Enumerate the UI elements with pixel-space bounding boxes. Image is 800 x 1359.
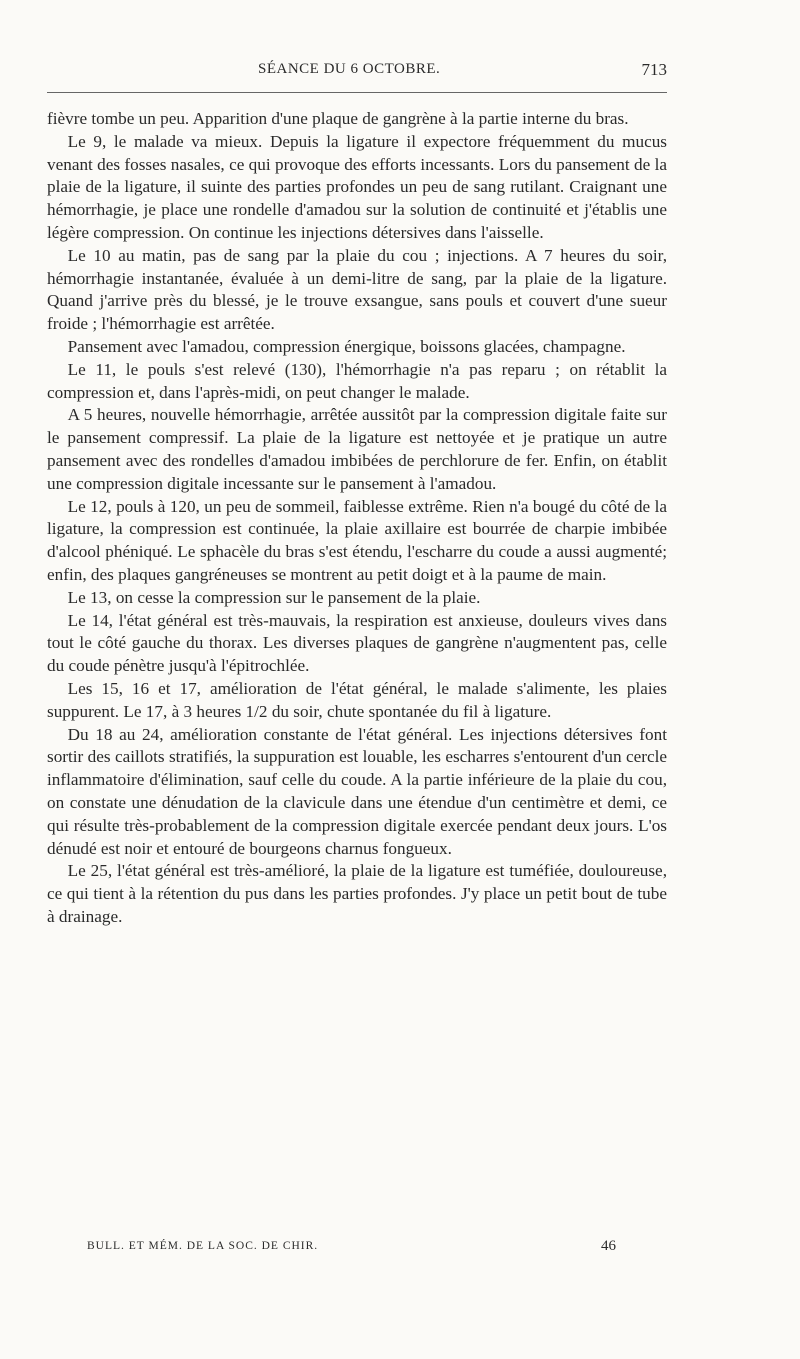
running-header <box>47 58 667 88</box>
page-footer <box>47 1240 667 1264</box>
header-title: SÉANCE DU 6 OCTOBRE. <box>258 61 441 77</box>
paragraph: Le 14, l'état général est très-mauvais, la respiration est anxieuse, douleurs vives dans tout le côté gauche du thorax. Les diverses plaques de gangrène n'augmentent pas, celle du coude pénètre jusqu'à l'épitrochlée. <box>47 610 667 676</box>
page-number: 713 <box>641 60 667 79</box>
paragraph: Pansement avec l'amadou, compression énergique, boissons glacées, champagne. <box>67 336 626 356</box>
paragraph: Le 12, pouls à 120, un peu de sommeil, faiblesse extrême. Rien n'a bougé du côté de la ligature, la compression est continuée, la plaie axillaire est bourrée de charpie imbibée d'alcool phéniqué. Le sphacèle du bras s'est étendu, l'escharre du coude a aussi augmenté; enfin, des plaques gangréneuses se montrent au petit doigt et à la paume de main. <box>47 496 667 584</box>
paragraph: Du 18 au 24, amélioration constante de l'état général. Les injections détersives font sortir des caillots stratifiés, la suppuration est louable, les escharres s'entourent d'un cercle inflammatoire d'élimination, sauf celle du coude. A la partie inférieure de la plaie du cou, on constate une dénudation de la clavicule dans une étendue d'un centimètre et demi, ce qui résulte très-probablement de la compression digitale exercée pendant deux jours. L'os dénudé est noir et entouré de bourgeons charnus fongueux. <box>47 724 667 858</box>
paragraph: Le 13, on cesse la compression sur le pansement de la plaie. <box>67 587 481 607</box>
body-text <box>47 108 667 929</box>
book-page <box>47 0 667 1359</box>
paragraph: Les 15, 16 et 17, amélioration de l'état général, le malade s'alimente, les plaies suppurent. Le 17, à 3 heures 1/2 du soir, chute spontanée du fil à ligature. <box>47 678 667 721</box>
paragraph: Le 11, le pouls s'est relevé (130), l'hémorrhagie n'a pas reparu ; on rétablit la compression et, dans l'après-midi, on peut changer le malade. <box>47 359 667 402</box>
paragraph: Le 25, l'état général est très-amélioré, la plaie de la ligature est tuméfiée, douloureuse, ce qui tient à la rétention du pus dans les parties profondes. J'y place un petit bout de tube à drainage. <box>47 861 667 926</box>
paragraph: fièvre tombe un peu. Apparition d'une plaque de gangrène à la partie interne du bras. <box>47 109 629 128</box>
footer-publication: BULL. ET MÉM. DE LA SOC. DE CHIR. <box>87 1240 319 1252</box>
paragraph: A 5 heures, nouvelle hémorrhagie, arrêtée aussitôt par la compression digitale faite sur le pansement compressif. La plaie de la ligature est nettoyée et je pratique un autre pansement avec des rondelles d'amadou imbibées de perchlorure de fer. Enfin, on établit une compression digitale incessante sur le pansement à l'amadou. <box>47 405 667 493</box>
header-rule <box>47 92 667 93</box>
signature-mark: 46 <box>601 1238 616 1254</box>
paragraph: Le 9, le malade va mieux. Depuis la ligature il expectore fréquemment du mucus venant des fosses nasales, ce qui provoque des efforts incessants. Lors du pansement de la plaie de la ligature, il suinte des parties profondes un peu de sang rutilant. Craignant une hémorrhagie, je place une rondelle d'amadou sur la solution de continuité et j'établis une légère compression. On continue les injections détersives dans l'aisselle. <box>47 131 667 242</box>
paragraph: Le 10 au matin, pas de sang par la plaie du cou ; injections. A 7 heures du soir, hémorrhagie instantanée, évaluée à un demi-litre de sang, par la plaie de la ligature. Quand j'arrive près du blessé, je le trouve exsangue, sans pouls et couvert d'une sueur froide ; l'hémorrhagie est arrêtée. <box>47 245 667 334</box>
